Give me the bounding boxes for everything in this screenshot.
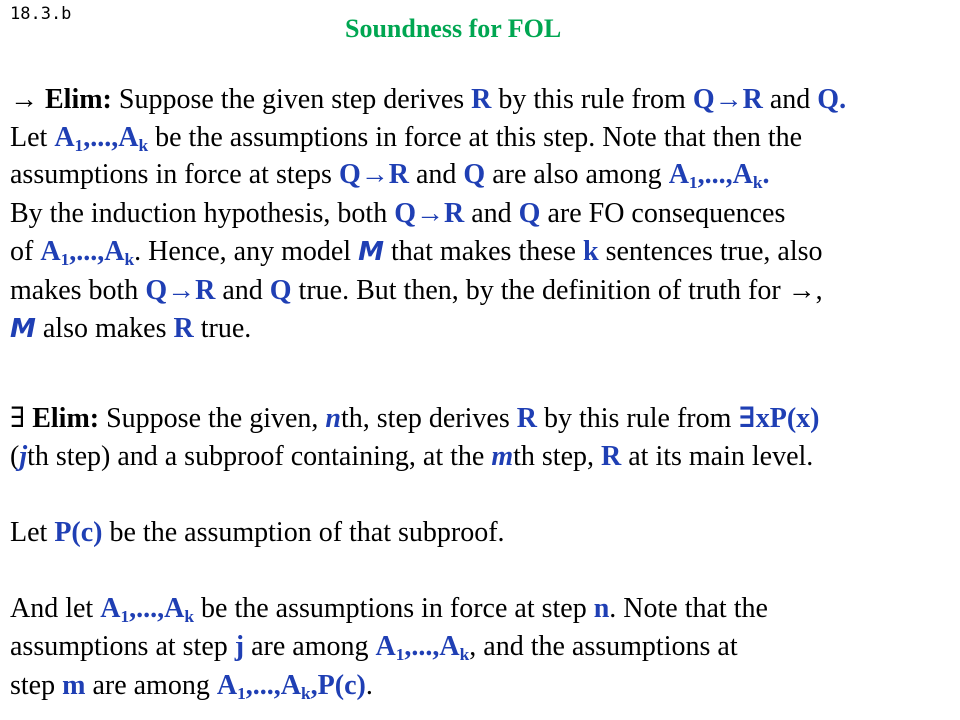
text: th step, xyxy=(513,441,601,472)
formula-Q-implies-R: Q→R xyxy=(394,198,465,229)
assumptions-A1-Ak: $A_1,...,A_k$ xyxy=(100,593,195,626)
text: Suppose the given, xyxy=(99,403,326,434)
exists-elim-line-5 xyxy=(10,631,738,664)
assumptions-A1-Ak: $A_1,...,A_k$ xyxy=(40,236,135,269)
arrow-symbol: → xyxy=(10,84,38,115)
text: of xyxy=(10,236,41,267)
text: by this rule from xyxy=(491,84,693,115)
text: , and the assumptions at xyxy=(469,631,738,662)
text: And let xyxy=(10,593,101,624)
arrow-elim-line-5 xyxy=(10,236,823,269)
arrow-symbol: → xyxy=(787,275,816,306)
arrow-elim-line-2 xyxy=(10,122,803,155)
text: . Note that the xyxy=(609,593,768,624)
assumptions-A1-Ak-Pc: $A_1,...,A_k,P(c)$ xyxy=(216,670,366,703)
text: also makes xyxy=(35,313,174,344)
arrow-elim-line-7 xyxy=(10,315,251,343)
text: are among xyxy=(85,670,217,701)
text: true. But then, by the definition of truth for xyxy=(291,275,788,306)
text: be the assumptions in force at step xyxy=(194,593,594,624)
text: by this rule from xyxy=(536,403,739,434)
model-M: M xyxy=(358,237,384,267)
variable-j: j xyxy=(234,631,245,662)
exists-symbol: ∃ xyxy=(10,403,26,434)
exists-elim-line-4 xyxy=(10,593,768,626)
text: th, step derives xyxy=(340,403,517,434)
text: true. xyxy=(193,313,252,344)
formula-R: R xyxy=(173,313,194,344)
text: at its main level. xyxy=(621,441,814,472)
text: makes both xyxy=(10,275,146,306)
text: Let xyxy=(10,122,55,153)
formula-R: R xyxy=(471,84,492,115)
variable-j: j xyxy=(19,441,28,472)
formula-R: R xyxy=(516,403,537,434)
text: are FO consequences xyxy=(540,198,786,229)
formula-R: R xyxy=(601,441,622,472)
variable-m: m xyxy=(491,441,514,472)
exists-elim-label: Elim: xyxy=(32,403,100,434)
slide-number: 18.3.b xyxy=(10,4,72,24)
arrow-elim-line-1 xyxy=(10,86,846,114)
text: th step) and a subproof containing, at the xyxy=(27,441,492,472)
slide-title: Soundness for FOL xyxy=(345,14,562,43)
formula-Q-implies-R: Q→R xyxy=(145,275,216,306)
text: Let xyxy=(10,517,55,548)
text: sentences true, also xyxy=(598,236,823,267)
assumptions-A1-Ak: $A_1,...,A_k$. xyxy=(668,159,770,192)
text: that makes these xyxy=(383,236,583,267)
text: and xyxy=(215,275,270,306)
formula-Q: Q xyxy=(269,275,292,306)
arrow-elim-line-4 xyxy=(10,200,785,228)
text: ( xyxy=(10,441,20,472)
text: . xyxy=(839,84,847,115)
formula-Q-implies-R: Q→R xyxy=(692,84,763,115)
formula-Q: Q xyxy=(518,198,541,229)
assumptions-A1-Ak: $A_1,...,A_k$ xyxy=(375,631,470,664)
text: be the assumption of that subproof. xyxy=(102,517,505,548)
text: . Hence, any model xyxy=(134,236,359,267)
text: Suppose the given step derives xyxy=(111,84,472,115)
variable-k: k xyxy=(583,236,599,267)
exists-elim-line-1 xyxy=(10,405,820,433)
formula-exists-xPx: ∃xP(x) xyxy=(738,403,820,434)
text: . xyxy=(365,670,373,701)
text: be the assumptions in force at this step. Note that then the xyxy=(148,122,803,153)
text: assumptions at step xyxy=(10,631,235,662)
formula-Q: Q xyxy=(817,84,840,115)
exists-elim-line-2 xyxy=(10,443,813,471)
arrow-elim-line-6 xyxy=(10,277,823,305)
text: By the induction hypothesis, both xyxy=(10,198,395,229)
arrow-elim-label: Elim: xyxy=(45,84,112,115)
variable-m: m xyxy=(62,670,86,701)
text: are also among xyxy=(485,159,669,190)
text: assumptions in force at steps xyxy=(10,159,339,190)
exists-elim-line-3 xyxy=(10,519,505,547)
formula-Q: Q xyxy=(463,159,486,190)
text: are among xyxy=(244,631,376,662)
arrow-elim-line-3 xyxy=(10,159,770,192)
variable-n: n xyxy=(593,593,610,624)
text: step xyxy=(10,670,63,701)
model-M: M xyxy=(10,314,36,344)
text: , xyxy=(815,275,823,306)
text: and xyxy=(408,159,464,190)
assumptions-A1-Ak: $A_1,...,A_k$ xyxy=(54,122,149,155)
exists-elim-line-6 xyxy=(10,670,373,703)
formula-Q-implies-R: Q→R xyxy=(338,159,409,190)
variable-n: n xyxy=(325,403,341,434)
formula-Pc: P(c) xyxy=(54,517,103,548)
text: and xyxy=(464,198,519,229)
text: and xyxy=(762,84,818,115)
